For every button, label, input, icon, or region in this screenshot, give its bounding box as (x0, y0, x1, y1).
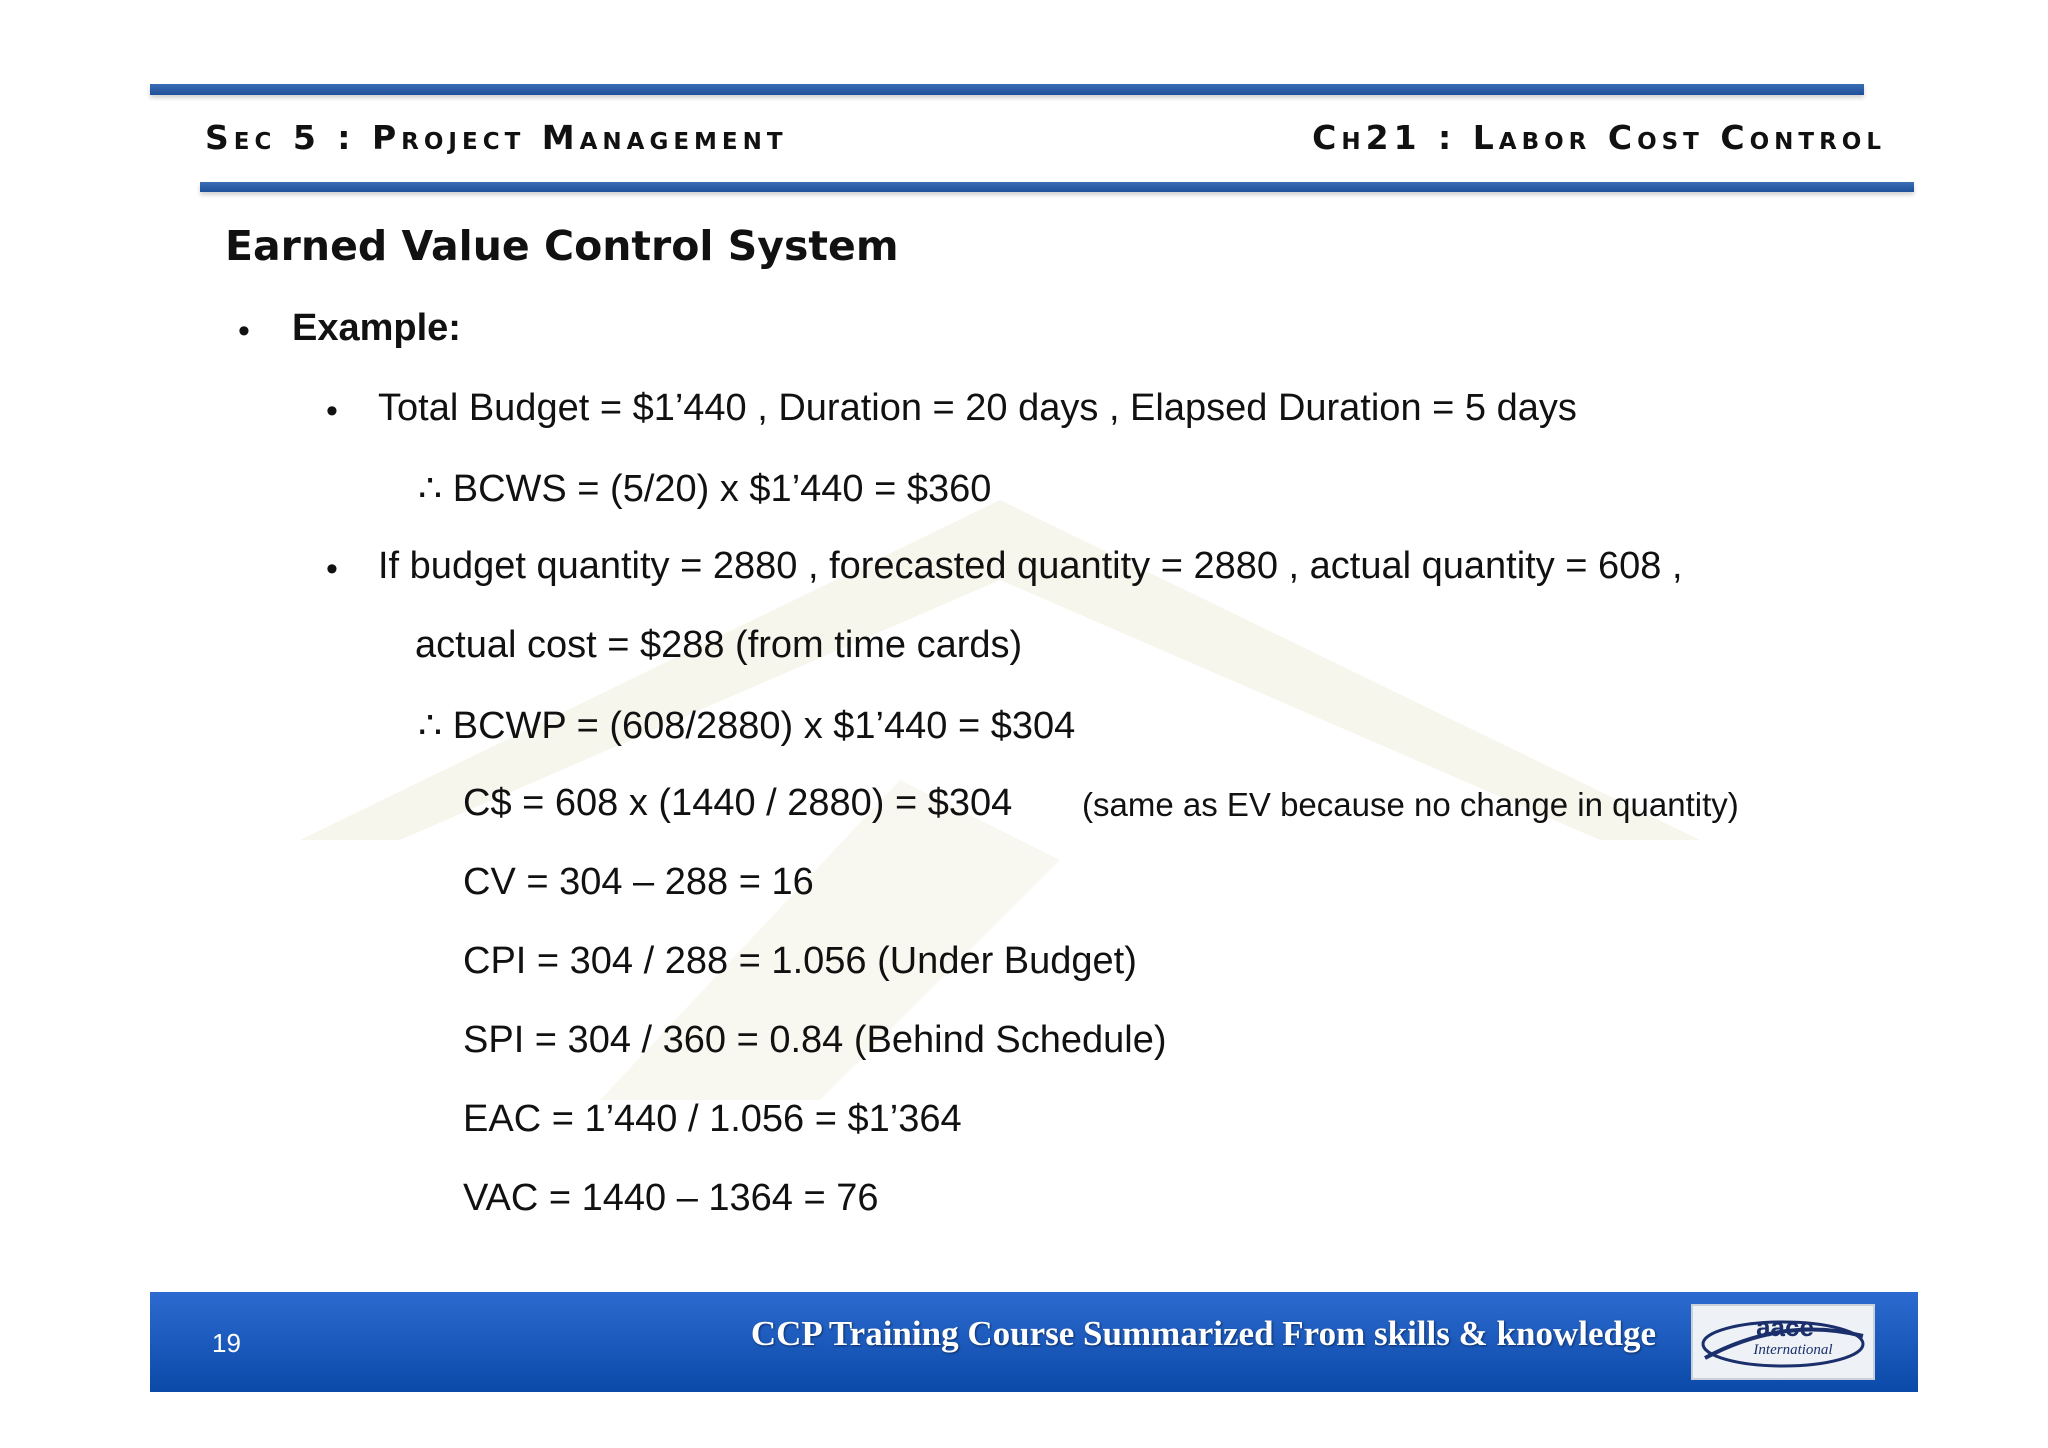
budget-line: Total Budget = $1’440 , Duration = 20 days , Elapsed Duration = 5 days (378, 387, 1577, 429)
cdollar-note: (same as EV because no change in quantity) (1082, 786, 1739, 823)
cdollar-line: C$ = 608 x (1440 / 2880) = $304 (463, 782, 1013, 824)
slide-title: Earned Value Control System (225, 222, 899, 270)
bullet-icon: • (326, 392, 338, 430)
logo-top-text: aace (1756, 1312, 1814, 1342)
eac-line: EAC = 1’440 / 1.056 = $1’364 (463, 1098, 962, 1140)
bcwp-line: ∴ BCWP = (608/2880) x $1’440 = $304 (418, 705, 1076, 747)
vac-line: VAC = 1440 – 1364 = 76 (463, 1177, 879, 1219)
actual-cost-line: actual cost = $288 (from time cards) (415, 624, 1023, 666)
bullet-icon: • (326, 550, 338, 588)
page-number: 19 (212, 1328, 241, 1358)
footer-band (150, 1292, 1918, 1392)
spi-line: SPI = 304 / 360 = 0.84 (Behind Schedule) (463, 1019, 1167, 1061)
logo-bottom-text: International (1753, 1342, 1833, 1358)
header-bottom-band (200, 182, 1914, 192)
bullet-icon: • (238, 312, 250, 350)
header-top-band (150, 84, 1864, 95)
chapter-title: Ch21 : Labor Cost Control (1312, 118, 1886, 157)
cv-line: CV = 304 – 288 = 16 (463, 861, 814, 903)
bcws-line: ∴ BCWS = (5/20) x $1’440 = $360 (418, 468, 992, 510)
cpi-line: CPI = 304 / 288 = 1.056 (Under Budget) (463, 940, 1137, 982)
quantity-line: If budget quantity = 2880 , forecasted quantity = 2880 , actual quantity = 608 , (378, 545, 1683, 587)
aace-logo (1691, 1304, 1875, 1380)
aace-international-logo-icon (1693, 1306, 1873, 1378)
course-title: CCP Training Course Summarized From skills & knowledge (750, 1314, 1656, 1353)
section-title: Sec 5 : Project Management (205, 118, 788, 157)
example-label: Example: (292, 307, 461, 349)
